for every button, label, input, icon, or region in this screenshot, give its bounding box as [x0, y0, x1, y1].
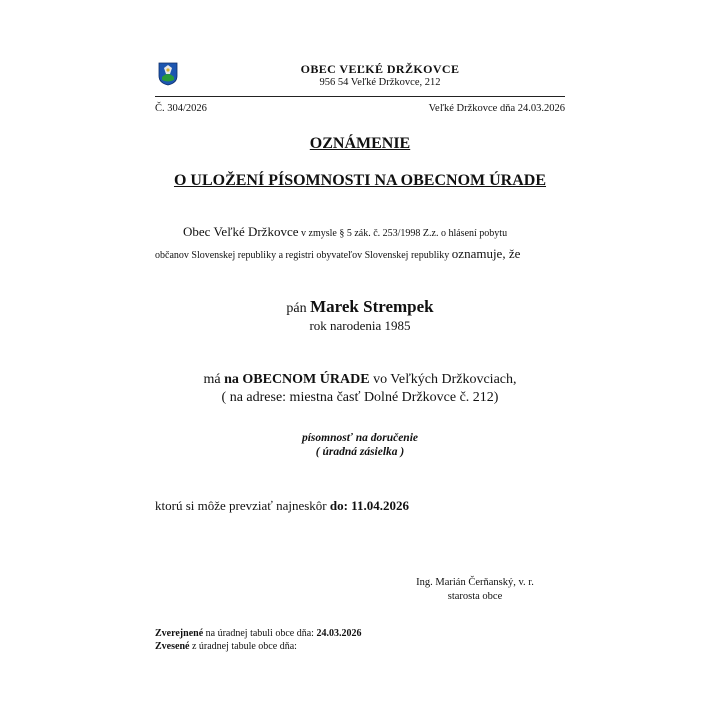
location-address: ( na adrese: miestna časť Dolné Držkovce č. 212) — [221, 390, 499, 405]
person-birth-year: rok narodenia 1985 — [309, 318, 411, 333]
item-note: ( úradná zásielka ) — [315, 446, 405, 458]
intro-announces: oznamuje — [451, 246, 503, 261]
posted-label: Zverejnené — [155, 628, 204, 639]
municipality-address: 956 54 Veľké Držkovce, 212 — [319, 77, 441, 88]
intro-paragraph — [155, 222, 565, 266]
deadline-text: ktorú si môže prevziať najneskôr — [155, 498, 330, 513]
person-salutation: pán — [286, 301, 311, 316]
removed-label: Zvesené — [155, 641, 190, 652]
document-title: OZNÁMENIE — [309, 135, 411, 152]
header-divider — [155, 96, 565, 97]
intro-that: , že — [502, 246, 521, 261]
item-type: písomnosť na doručenie — [301, 432, 419, 444]
document-subtitle: O ULOŽENÍ PÍSOMNOSTI NA OBECNOM ÚRADE — [173, 172, 547, 189]
location-prefix: má — [203, 372, 225, 387]
person-name: Marek Strempek — [310, 297, 434, 316]
place-and-date: Veľké Držkovce dňa 24.03.2026 — [428, 103, 565, 114]
reference-number: Č. 304/2026 — [155, 103, 207, 114]
location-office: na OBECNOM ÚRADE — [224, 372, 370, 387]
signatory-name: Ing. Marián Čerňanský, v. r. — [416, 577, 534, 588]
posted-note — [155, 628, 565, 639]
signatory-role: starosta obce — [447, 591, 503, 602]
location-line — [155, 372, 565, 388]
person-line — [155, 297, 565, 317]
location-suffix: vo Veľkých Držkovciach, — [369, 372, 517, 387]
pickup-deadline — [155, 498, 565, 514]
removed-note — [155, 641, 565, 652]
municipality-name: OBEC VEĽKÉ DRŽKOVCE — [300, 62, 460, 76]
posted-date: 24.03.2026 — [316, 628, 362, 639]
intro-law-text-1: v zmysle § 5 zák. č. 253/1998 Z.z. o hlásení pobytu — [298, 228, 508, 239]
intro-law-text-2: občanov Slovenskej republiky a registri obyvateľov Slovenskej republiky — [155, 250, 452, 261]
removed-text: z úradnej tabule obce dňa: — [189, 641, 297, 652]
deadline-date: do: 11.04.2026 — [329, 498, 409, 513]
posted-text: na úradnej tabuli obce dňa: — [203, 628, 317, 639]
coat-of-arms-icon — [158, 62, 178, 86]
intro-subject: Obec Veľké Držkovce — [183, 224, 299, 239]
